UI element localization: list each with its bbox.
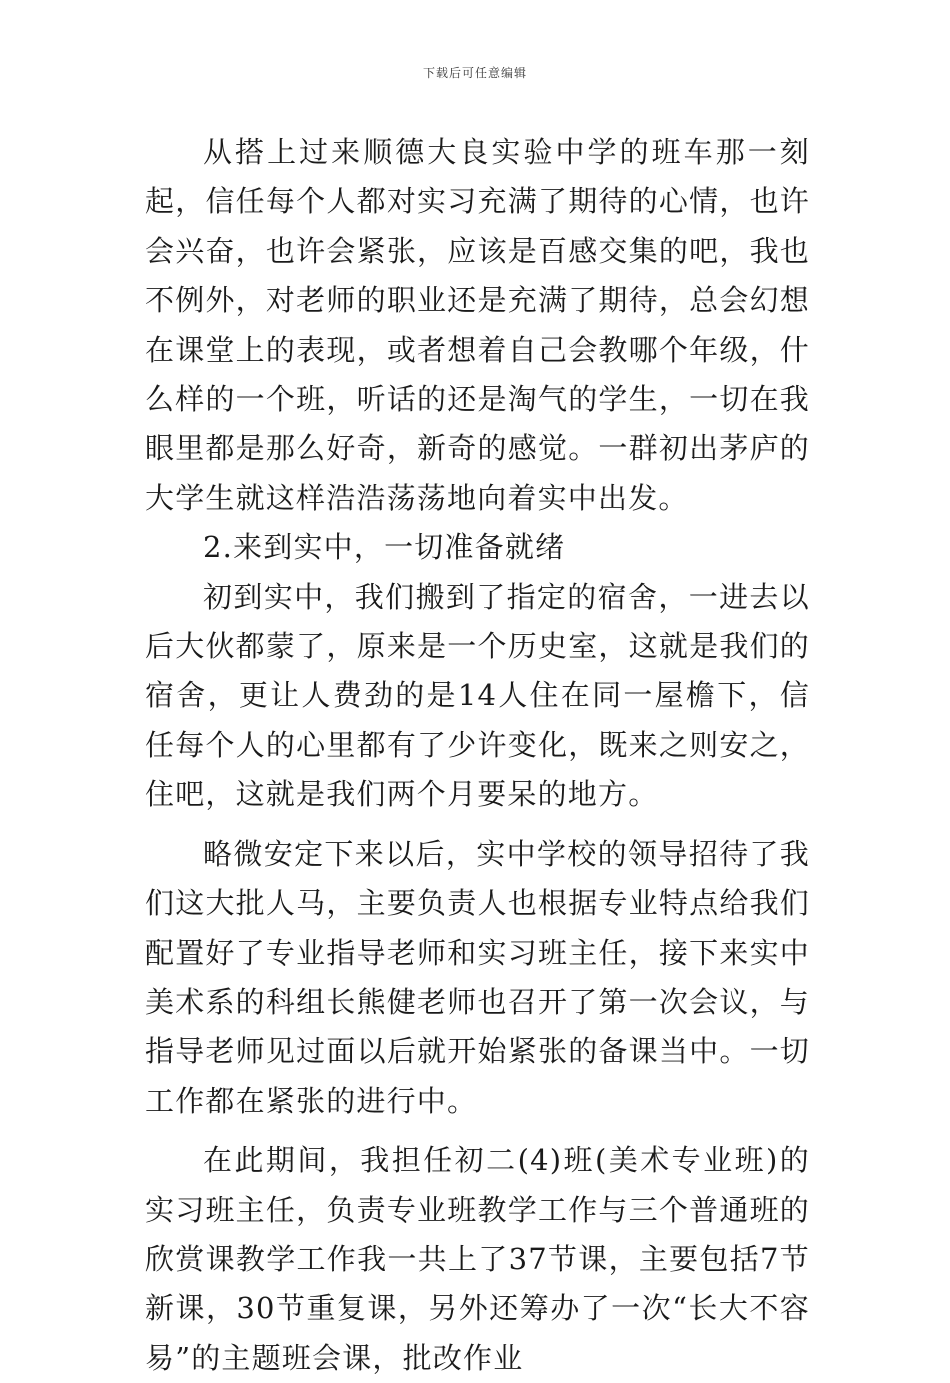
section-heading-2: 2.来到实中，一切准备就绪: [203, 530, 566, 565]
paragraph-2: 初到实中，我们搬到了指定的宿舍，一进去以后大伙都蒙了，原来是一个历史室，这就是我们的宿舍，更让人费劲的是14人住在同一屋檐下，信任每个人的心里都有了少许变化，既来之则安之，住吧，这就是我们两个月要呆的地方。: [145, 579, 810, 812]
page-header: 下载后可任意编辑: [422, 66, 527, 80]
paragraph-4: 在此期间，我担任初二(4)班(美术专业班)的实习班主任，负责专业班教学工作与三个普通班的欣赏课教学工作我一共上了37节课，主要包括7节新课，30节重复课，另外还筹办了一次“长大不容易”的主题班会课，批改作业: [145, 1143, 810, 1375]
paragraph-1: 从搭上过来顺德大良实验中学的班车那一刻起，信任每个人都对实习充满了期待的心情，也许会兴奋，也许会紧张，应该是百感交集的吧，我也不例外，对老师的职业还是充满了期待，总会幻想在课堂上的表现，或者想着自己会教哪个年级，什么样的一个班，听话的还是淘气的学生，一切在我眼里都是那么好奇，新奇的感觉。一群初出茅庐的大学生就这样浩浩荡荡地向着实中出发。: [145, 135, 810, 515]
document-body: [145, 128, 810, 1383]
paragraph-3: 略微安定下来以后，实中学校的领导招待了我们这大批人马，主要负责人也根据专业特点给我们配置好了专业指导老师和实习班主任，接下来实中美术系的科组长熊健老师也召开了第一次会议，与指导老师见过面以后就开始紧张的备课当中。一切工作都在紧张的进行中。: [145, 836, 810, 1118]
